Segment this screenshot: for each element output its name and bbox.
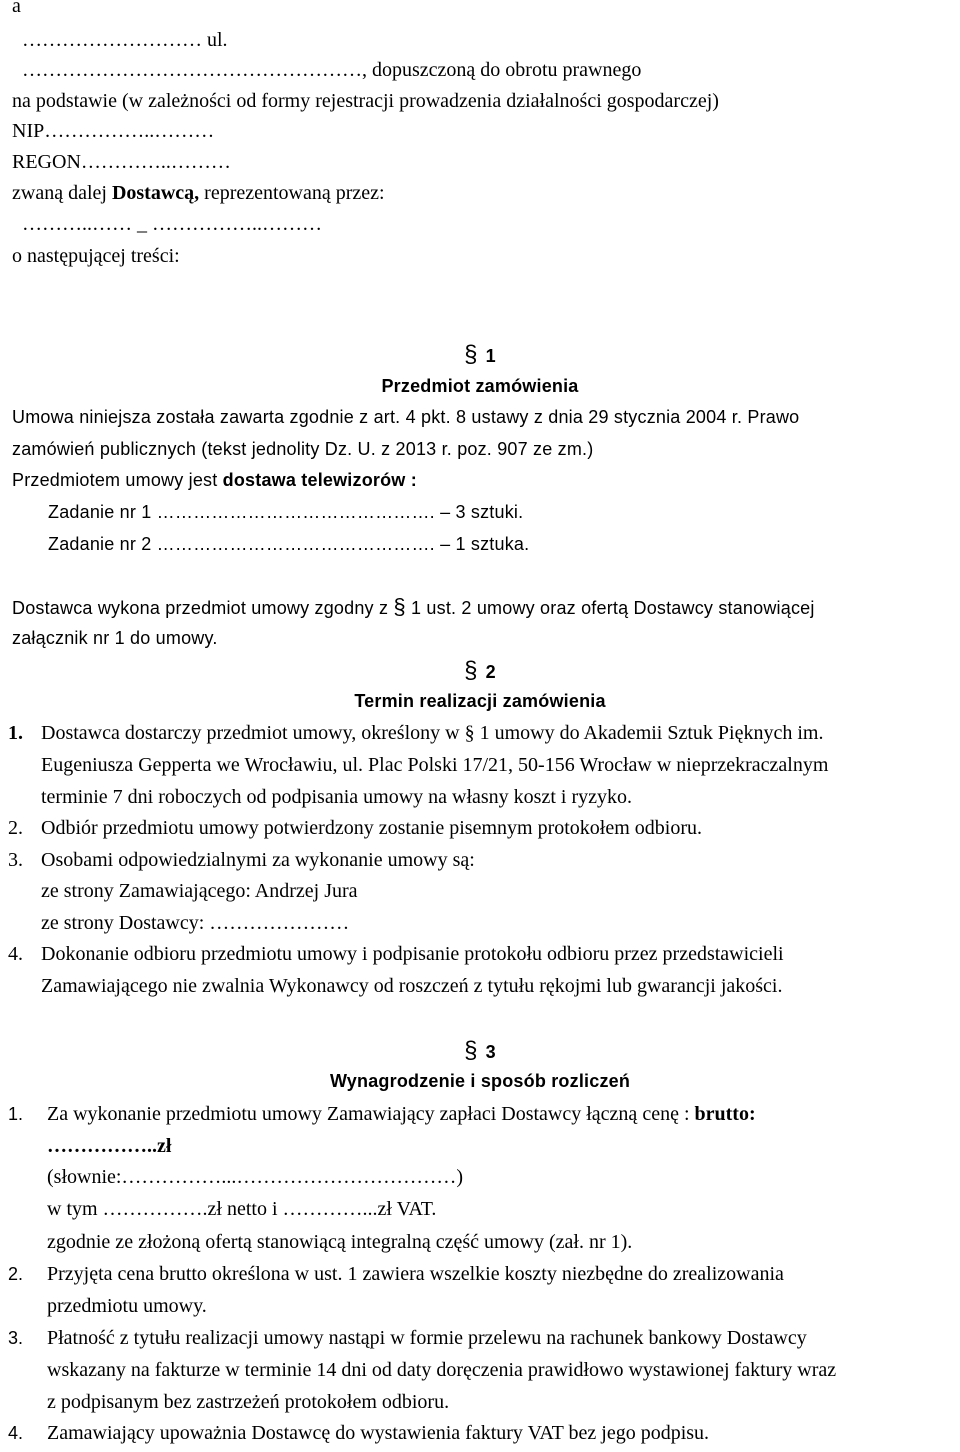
section-3-heading: § 3 [464, 1037, 496, 1064]
section-3-item-2-line-1: Przyjęta cena brutto określona w ust. 1 zawiera wszelkie koszty niezbędne do zrealizowania [47, 1263, 784, 1285]
section-2-item-4-line-2: Zamawiającego nie zwalnia Wykonawcy od roszczeń z tytułu rękojmi lub gwarancji jakości. [41, 975, 783, 997]
section-2-item-2-line-1: Odbiór przedmiotu umowy potwierdzony zostanie pisemnym protokołem odbioru. [41, 817, 702, 839]
section-3-item-2-line-2: przedmiotu umowy. [47, 1295, 207, 1317]
section-3-item-1-line-1: Za wykonanie przedmiotu umowy Zamawiający zapłaci Dostawcy łączną cenę : brutto: [47, 1103, 756, 1125]
section-1-paragraph-1-line-1: Umowa niniejsza została zawarta zgodnie z art. 4 pkt. 8 ustawy z dnia 29 stycznia 2004 r. Prawo [12, 407, 800, 427]
section-2-heading: § 2 [464, 657, 496, 684]
section-3-item-3-line-1: Płatność z tytułu realizacji umowy nastąpi w formie przelewu na rachunek bankowy Dostawcy [47, 1327, 807, 1349]
section-1-title: Przedmiot zamówienia [381, 376, 579, 396]
section-3-item-4-number: 4. [8, 1423, 24, 1443]
section-3-item-1-line-5: zgodnie ze złożoną ofertą stanowiącą integralną część umowy (zał. nr 1). [47, 1231, 633, 1253]
section-1-paragraph-3-line-1: Dostawca wykona przedmiot umowy zgodny z § 1 ust. 2 umowy oraz ofertą Dostawcy stanowiącej [12, 594, 815, 619]
section-2-item-1-line-2: Eugeniusza Gepperta we Wrocławiu, ul. Plac Polski 17/21, 50-156 Wrocław w nieprzekraczalnym [41, 754, 829, 776]
header-admission-line: ……………………………………………, dopuszczoną do obrotu prawnego [22, 59, 642, 81]
header-representative-line: ………..…… _ ……………..……… [22, 213, 322, 235]
section-3-amount-in-words: (słownie:……………...……………………………) [47, 1166, 464, 1188]
section-3-item-3-number: 3. [8, 1328, 24, 1348]
header-regon-line: REGON…………..……… [12, 151, 231, 173]
header-content-intro: o następującej treści: [12, 245, 180, 267]
section-2-item-1-number: 1. [8, 722, 23, 744]
section-3-item-1-number: 1. [8, 1104, 24, 1124]
section-1-paragraph-1-line-2: zamówień publicznych (tekst jednolity Dz. U. z 2013 r. poz. 907 ze zm.) [12, 439, 594, 459]
section-2-item-1-line-3: terminie 7 dni roboczych od podpisania umowy na własny koszt i ryzyko. [41, 786, 632, 808]
header-registration-line: na podstawie (w zależności od formy rejestracji prowadzenia działalności gospodarczej) [12, 90, 719, 112]
section-1-paragraph-2: Przedmiotem umowy jest dostawa telewizorów : [12, 470, 417, 490]
section-3-title: Wynagrodzenie i sposób rozliczeń [329, 1071, 631, 1091]
section-3-item-4-line-1: Zamawiający upoważnia Dostawcę do wystawienia faktury VAT bez jego podpisu. [47, 1422, 710, 1444]
section-2-item-3-line-1: Osobami odpowiedzialnymi za wykonanie umowy są: [41, 849, 475, 871]
section-2-item-4-number: 4. [8, 943, 23, 965]
section-3-item-3-line-3: z podpisanym bez zastrzeżeń protokołem odbioru. [47, 1391, 450, 1413]
section-3-gross-amount: ……………..zł [47, 1135, 172, 1157]
section-2-item-3-line-2: ze strony Zamawiającego: Andrzej Jura [41, 880, 358, 902]
section-1-heading: § 1 [464, 341, 496, 368]
section-2-item-3-line-3: ze strony Dostawcy: ………………… [41, 912, 350, 934]
section-2-item-3-number: 3. [8, 849, 23, 871]
header-line-1: a [12, 0, 21, 17]
section-3-item-3-line-2: wskazany na fakturze w terminie 14 dni od daty doręczenia prawidłowo wystawionej faktury wraz [47, 1359, 837, 1381]
section-2-title: Termin realizacji zamówienia [354, 691, 606, 711]
section-2-item-1-line-1: Dostawca dostarczy przedmiot umowy, określony w § 1 umowy do Akademii Sztuk Pięknych im. [41, 722, 824, 744]
section-1-paragraph-3-line-2: załącznik nr 1 do umowy. [12, 628, 218, 648]
section-3-net-vat: w tym …………….zł netto i …………...zł VAT. [47, 1198, 437, 1220]
header-nip-line: NIP……………..……… [12, 120, 215, 142]
header-supplier-line: zwaną dalej Dostawcą, reprezentowaną przez: [12, 182, 385, 204]
header-address-line: ……………………… ul. [22, 29, 228, 51]
section-2-item-4-line-1: Dokonanie odbioru przedmiotu umowy i podpisanie protokołu odbioru przez przedstawicieli [41, 943, 784, 965]
section-3-item-2-number: 2. [8, 1264, 24, 1284]
task-2: Zadanie nr 2 ………………………………………. – 1 sztuka. [48, 534, 530, 554]
task-1: Zadanie nr 1 ………………………………………. – 3 sztuki. [48, 502, 524, 522]
section-2-item-2-number: 2. [8, 817, 23, 839]
